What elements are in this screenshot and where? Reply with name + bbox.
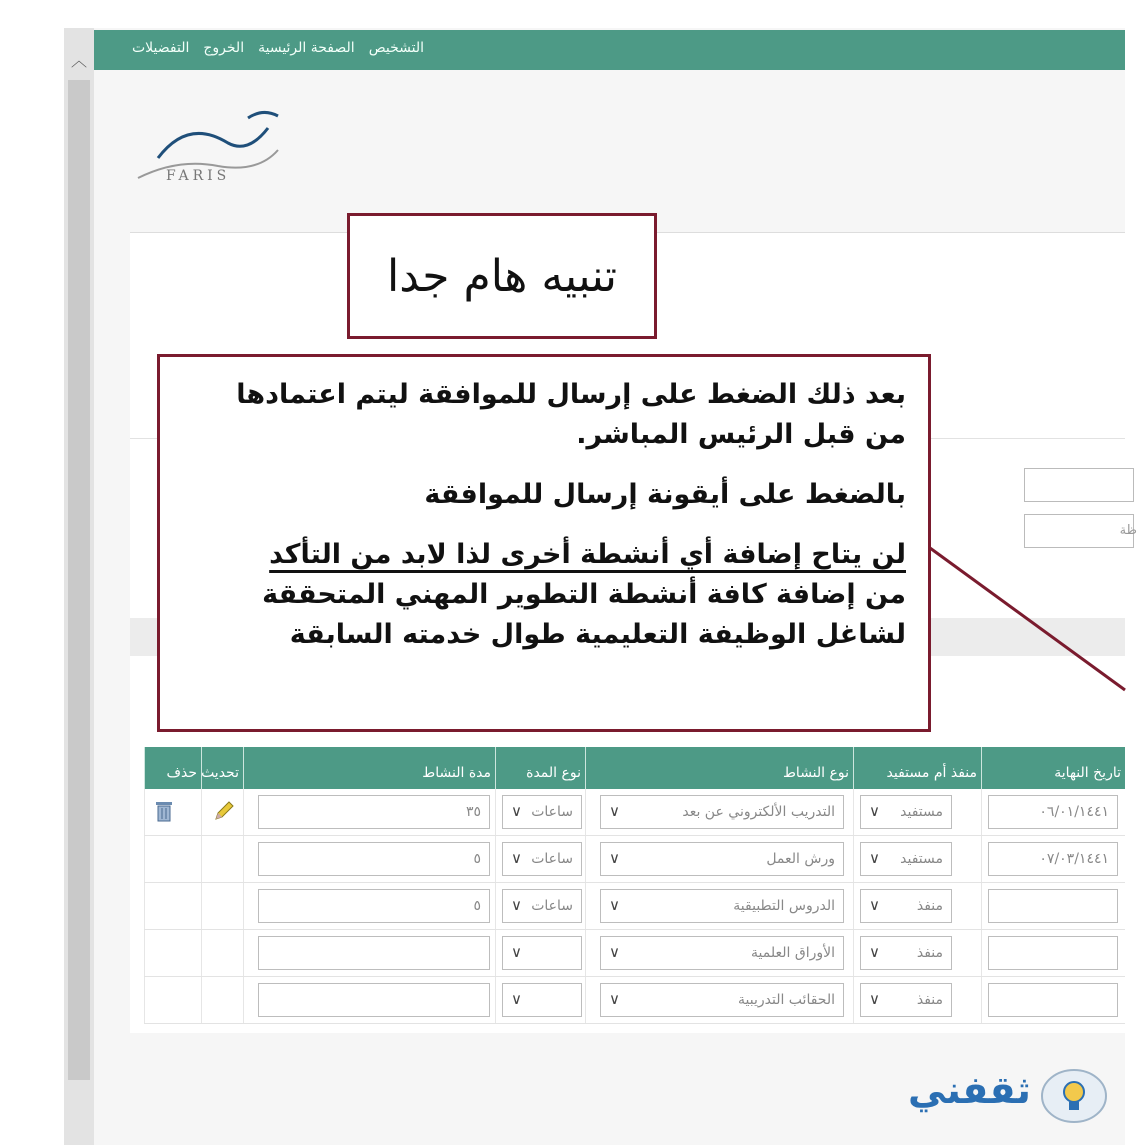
duration-input[interactable]	[258, 936, 490, 970]
activity-type-value: الحقائب التدريبية	[738, 992, 835, 1008]
duration-input[interactable]: ٥	[258, 889, 490, 923]
activity-type-value: التدريب الألكتروني عن بعد	[682, 804, 835, 820]
activity-type-select[interactable]	[600, 795, 844, 829]
note-line-3: بالضغط على أيقونة إرسال للموافقة	[424, 479, 906, 510]
thaqafni-watermark	[908, 1064, 1118, 1128]
cell-delete	[144, 836, 201, 882]
chevron-down-icon[interactable]: ∨	[609, 990, 620, 1008]
chevron-down-icon[interactable]: ∨	[609, 943, 620, 961]
cell-update	[201, 836, 243, 882]
role-select-value: مستفيد	[900, 804, 943, 820]
end-date-input[interactable]	[988, 936, 1118, 970]
chevron-down-icon[interactable]: ∨	[511, 896, 522, 914]
role-select[interactable]	[860, 936, 952, 970]
header-end-date: تاريخ النهاية	[981, 747, 1125, 789]
header-activity-type: نوع النشاط	[585, 747, 853, 789]
cell-exec-or-benef	[853, 977, 981, 1023]
table-row	[144, 883, 1125, 930]
side-field-2-placeholder: ظة	[1119, 523, 1137, 538]
chevron-down-icon[interactable]: ∨	[869, 896, 880, 914]
cell-duration-type	[495, 836, 585, 882]
header-duration: مدة النشاط	[243, 747, 495, 789]
cell-update	[201, 789, 243, 835]
duration-type-select[interactable]	[502, 889, 582, 923]
cell-delete	[144, 930, 201, 976]
role-select-value: منفذ	[916, 945, 943, 961]
duration-type-value: ساعات	[531, 804, 573, 820]
chevron-down-icon[interactable]: ∨	[511, 802, 522, 820]
note-line-6: لشاغل الوظيفة التعليمية طوال خدمته السابقة	[289, 619, 906, 650]
role-select[interactable]	[860, 842, 952, 876]
nav-home-link[interactable]: الصفحة الرئيسية	[258, 40, 355, 56]
duration-type-select[interactable]	[502, 795, 582, 829]
duration-type-select[interactable]	[502, 936, 582, 970]
end-date-input[interactable]: ٠٧/٠٣/١٤٤١	[988, 842, 1118, 876]
table-row	[144, 836, 1125, 883]
cell-duration-type	[495, 789, 585, 835]
activity-type-value: الأوراق العلمية	[751, 945, 835, 961]
duration-input[interactable]: ٣٥	[258, 795, 490, 829]
activity-type-select[interactable]	[600, 889, 844, 923]
table-row	[144, 977, 1125, 1024]
header-exec-or-benef: منفذ أم مستفيد	[853, 747, 981, 789]
note-box	[157, 354, 931, 732]
cell-duration	[243, 930, 495, 976]
warning-title: تنبيه هام جدا	[386, 250, 617, 302]
cell-duration	[243, 977, 495, 1023]
chevron-down-icon[interactable]: ∨	[869, 943, 880, 961]
cell-exec-or-benef	[853, 789, 981, 835]
activity-type-select[interactable]	[600, 983, 844, 1017]
cell-end-date	[981, 836, 1125, 882]
cell-end-date	[981, 930, 1125, 976]
cell-duration-type	[495, 883, 585, 929]
cell-duration	[243, 836, 495, 882]
cell-exec-or-benef	[853, 836, 981, 882]
header-update: تحديث	[201, 747, 243, 789]
chevron-down-icon[interactable]: ∨	[869, 990, 880, 1008]
table-header	[144, 747, 1125, 789]
activity-type-value: الدروس التطبيقية	[733, 898, 835, 914]
header-duration-type: نوع المدة	[495, 747, 585, 789]
duration-type-value: ساعات	[531, 898, 573, 914]
end-date-input[interactable]: ٠٦/٠١/١٤٤١	[988, 795, 1118, 829]
trash-icon[interactable]	[153, 799, 175, 827]
chevron-down-icon[interactable]: ∨	[511, 849, 522, 867]
note-line-5: من إضافة كافة أنشطة التطوير المهني المتحققة	[262, 579, 906, 610]
cell-end-date	[981, 977, 1125, 1023]
cell-delete	[144, 789, 201, 835]
chevron-down-icon[interactable]: ∨	[609, 802, 620, 820]
activity-type-select[interactable]	[600, 842, 844, 876]
role-select[interactable]	[860, 795, 952, 829]
note-line-4: لن يتاح إضافة أي أنشطة أخرى لذا لابد من التأكد	[269, 539, 906, 570]
role-select[interactable]	[860, 983, 952, 1017]
cell-activity-type	[585, 977, 853, 1023]
cell-duration	[243, 789, 495, 835]
cell-duration	[243, 883, 495, 929]
role-select[interactable]	[860, 889, 952, 923]
brand-text: ثقفني	[908, 1068, 1031, 1112]
cell-activity-type	[585, 883, 853, 929]
nav-logout-link[interactable]: الخروج	[203, 40, 245, 56]
note-line-2: من قبل الرئيس المباشر.	[576, 419, 906, 450]
activity-type-select[interactable]	[600, 936, 844, 970]
warning-box	[347, 213, 657, 339]
cell-activity-type	[585, 789, 853, 835]
scroll-up-icon[interactable]: ︿	[70, 50, 87, 70]
chevron-down-icon[interactable]: ∨	[511, 990, 522, 1008]
cell-duration-type	[495, 930, 585, 976]
duration-input[interactable]: ٥	[258, 842, 490, 876]
chevron-down-icon[interactable]: ∨	[869, 802, 880, 820]
cell-end-date	[981, 789, 1125, 835]
chevron-down-icon[interactable]: ∨	[869, 849, 880, 867]
role-select-value: منفذ	[916, 898, 943, 914]
cell-activity-type	[585, 836, 853, 882]
cell-duration-type	[495, 977, 585, 1023]
nav-diagnosis-link[interactable]: التشخيص	[368, 40, 424, 56]
duration-type-select[interactable]	[502, 842, 582, 876]
table-body	[144, 789, 1125, 1024]
activity-type-value: ورش العمل	[766, 851, 835, 867]
table-row	[144, 789, 1125, 836]
cell-update	[201, 977, 243, 1023]
duration-type-value: ساعات	[531, 851, 573, 867]
cell-delete	[144, 977, 201, 1023]
chevron-down-icon[interactable]: ∨	[609, 849, 620, 867]
cell-activity-type	[585, 930, 853, 976]
activities-table	[144, 747, 1125, 1024]
cell-end-date	[981, 883, 1125, 929]
header-delete: حذف	[144, 747, 201, 789]
cell-update	[201, 930, 243, 976]
role-select-value: منفذ	[916, 992, 943, 1008]
end-date-input[interactable]	[988, 889, 1118, 923]
chevron-down-icon[interactable]: ∨	[609, 896, 620, 914]
duration-input[interactable]	[258, 983, 490, 1017]
cell-exec-or-benef	[853, 883, 981, 929]
chevron-down-icon[interactable]: ∨	[511, 943, 522, 961]
cell-exec-or-benef	[853, 930, 981, 976]
table-row	[144, 930, 1125, 977]
role-select-value: مستفيد	[900, 851, 943, 867]
nav-preferences-link[interactable]: التفضيلات	[132, 40, 190, 56]
logo-text: FARIS	[166, 168, 231, 184]
lightbulb-icon	[1038, 1064, 1110, 1128]
pencil-icon[interactable]	[212, 799, 236, 827]
duration-type-select[interactable]	[502, 983, 582, 1017]
note-line-1: بعد ذلك الضغط على إرسال للموافقة ليتم اعتمادها	[236, 379, 906, 410]
cell-update	[201, 883, 243, 929]
end-date-input[interactable]	[988, 983, 1118, 1017]
cell-delete	[144, 883, 201, 929]
